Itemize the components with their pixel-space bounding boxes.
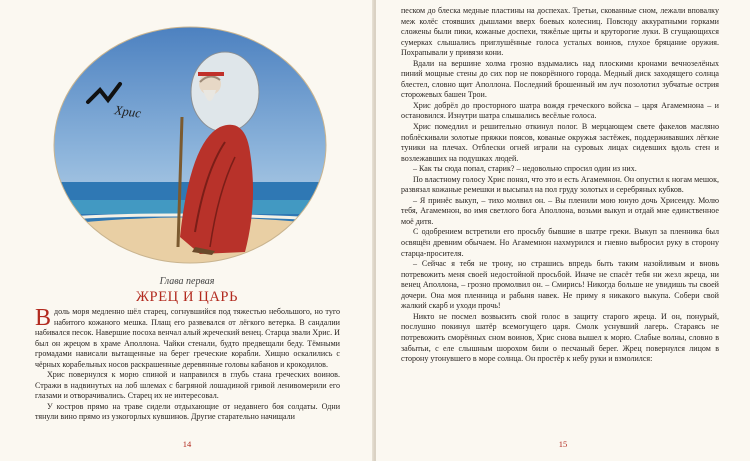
illustration-caption: Хрис xyxy=(113,102,143,121)
chapter-label: Глава первая xyxy=(159,276,215,287)
left-page xyxy=(0,0,374,461)
chapter-illustration xyxy=(40,22,340,268)
paragraph: С одобрением встретили его просьбу бывшие в шатре греки. Выкуп за пленника был освящён древним обычаем. Но Агамемнон нахмурился и гневно выбросил руку в сторону старца-просителя. xyxy=(401,227,719,258)
paragraph: У костров прямо на траве сидели отдыхающие от недавнего боя солдаты. Одни тянули вино прямо из узкогорлых кувшинов. Другие старательно начищали xyxy=(35,401,340,422)
drop-cap: В xyxy=(35,305,52,331)
chapter-title: ЖРЕЦ И ЦАРЬ xyxy=(135,289,239,305)
right-page xyxy=(376,0,750,461)
page-number: 15 xyxy=(558,439,568,449)
paragraph: Никто не посмел возвысить свой голос в защиту старого жреца. И он, понурый, послушно покинул шатёр всемогущего царя. Смолк уснувший лагерь. Стараясь не потревожить сморённых сном воинов, Хрис снова вышел к морю. Слабые волны, словно в забытьи, с еле слышным шорохом били о песчаный берег. Жрец повернулся лицом в сторону утонувшего в море солнца. Он простёр к небу руки и взмолился: xyxy=(401,311,719,364)
paragraph: По властному голосу Хрис понял, что это и есть Агамемнон. Он опустил к ногам мешок, развязал кожаные ремешки и высыпал на пол груду золотых и серебряных кубков. xyxy=(401,174,719,195)
paragraph: Вдоль моря медленно шёл старец, согнувшийся под тяжестью небольшого, но туго набитого кожаного мешка. Плащ его развевался от лёгкого ветерка. В сандалии набивался песок. Навершие посоха венчал алый жреческий венец. Старца звали Хрис. И был он жрецом в храме Аполлона. Чайки стенали, будто предвещали беду. Тёмными громадами нависали вытащенные на берег греческие корабли. Хищно оскалились с чёрных корабельных носов раскрашенные деревянные головы кабанов и крокодилов. xyxy=(35,305,340,369)
paragraph: – Как ты сюда попал, старик? – недовольно спросил один из них. xyxy=(413,164,637,174)
paragraph: Хрис повернулся к морю спиной и направился в глубь стана греческих воинов. Стражи в надвинутых на лоб шлемах с багряной лошадиной гривой ленивомерили его глазами и отворачивались. Старец их не интересовал. xyxy=(35,370,340,401)
paragraph: – Я принёс выкуп, – тихо молвил он. – Вы пленили мою юную дочь Хрисеиду. Молю тебя, Агамемнон, во имя светлого бога Аполлона, возьми выкуп и отдай мне единственное моё дитя. xyxy=(401,195,719,226)
paragraph: Вдали на вершине холма грозно вздымались над плоскими кронами вечнозелёных пиний мощные стены до сих пор не покорённого города. Медный диск заходящего солнца блестел, словно щит Аполлона. Последний брошенный им луч позолотил зубчатые острия сторожевых башен Трои. xyxy=(401,58,719,100)
paragraph: песком до блеска медные пластины на доспехах. Третьи, скованные сном, лежали вповалку меж колёс стоявших дышлами вверх боевых колесниц. Повсюду аккуратными горками сложены были пики, кожаные доспехи, тяжёлые щиты и круторогие луки. В сгущающихся сумерках слышались приглушённые голоса усталых воинов, глухое бряцание оружия. Похрапывали у привязи кони. xyxy=(401,6,719,58)
page-number: 14 xyxy=(182,439,192,449)
right-body-text xyxy=(401,6,719,365)
paragraph: Хрис помедлил и решительно откинул полог. В мерцающем свете факелов масляно поблёскивали золотые пряжки поясов, кованые окружья застёжек, поддерживавших лёгкие туники на плечах. Отблески огней играли на суровых лицах сидевших вдоль стен и возлежавших на подушках людей. xyxy=(401,122,719,163)
paragraph: – Сейчас я тебя не трону, но страшись впредь быть таким назойливым и вновь потревожить меня своей недостойной просьбой. Иначе не спасёт тебя ни жезл жреца, ни венец Аполлона, – грозно промолвил он. – Смирись! Никогда больше не увидишь ты своей дочери. Она моя пленница и рабыня навек. Не приму я никакого выкупа. Собери свой жалкий скарб и уходи прочь! xyxy=(401,259,719,311)
paragraph: Хрис добрёл до просторного шатра вождя греческого войска – царя Агамемнона – и остановился. Изнутри шатра слышались весёлые голоса. xyxy=(401,100,719,121)
left-body-text xyxy=(35,307,340,423)
